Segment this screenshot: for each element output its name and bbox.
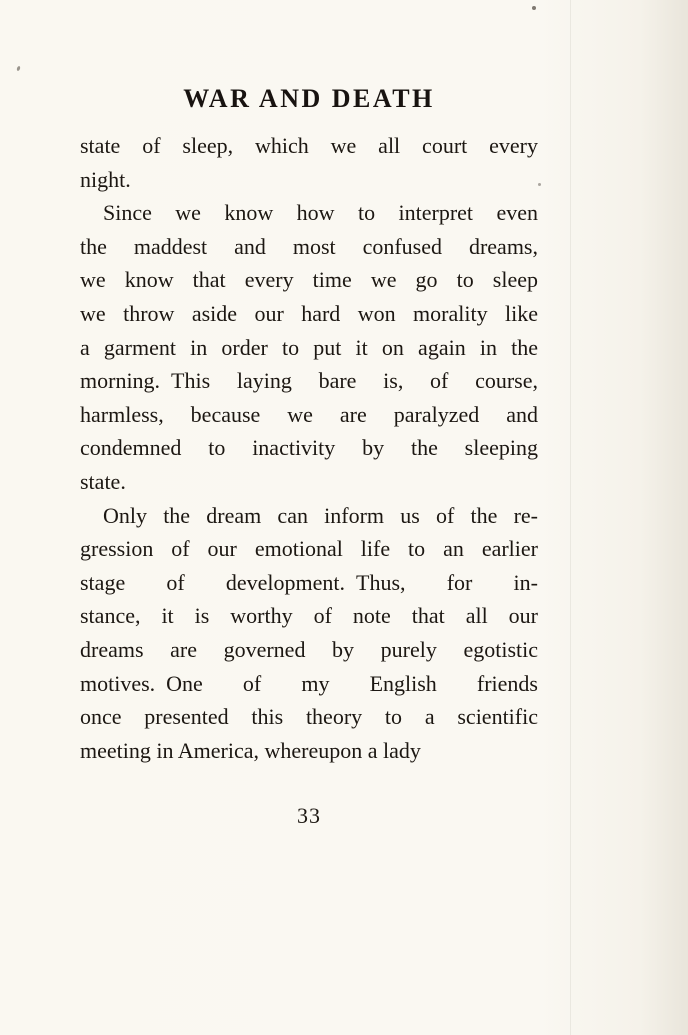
page-header: WAR AND DEATH — [183, 84, 435, 113]
scan-speck — [16, 66, 21, 72]
text-line: state of sleep, which we all court every — [80, 133, 538, 158]
page-number: 33 — [297, 803, 321, 828]
paragraph — [80, 499, 538, 768]
text-line: condemned to inactivity by the sleeping — [80, 435, 538, 461]
paragraph — [80, 196, 538, 498]
text-line: harmless, because we are paralyzed and — [80, 401, 538, 427]
scan-speck — [532, 6, 536, 10]
text-line: Since we know how to interpret even — [103, 200, 538, 226]
text-line: dreams are governed by purely egotistic — [80, 636, 538, 662]
body-text — [80, 129, 538, 767]
text-line: night. — [80, 166, 131, 192]
text-line: meeting in America, whereupon a lady — [80, 737, 421, 763]
text-line: once presented this theory to a scientific — [80, 704, 538, 730]
text-line: stance, it is worthy of note that all our — [80, 603, 538, 629]
text-line: the maddest and most confused dreams, — [80, 233, 538, 259]
text-line: state. — [80, 468, 126, 494]
scan-crease — [570, 0, 571, 1035]
paragraph — [80, 129, 538, 196]
scan-speck — [538, 183, 541, 186]
text-line: we know that every time we go to sleep — [80, 267, 538, 293]
text-line: we throw aside our hard won morality like — [80, 300, 538, 326]
text-line: Only the dream can inform us of the re- — [103, 502, 538, 528]
text-line: morning. This laying bare is, of course, — [80, 368, 538, 394]
text-line: a garment in order to put it on again in the — [80, 334, 538, 360]
text-line: stage of development. Thus, for in- — [80, 569, 538, 595]
text-line: motives. One of my English friends — [80, 670, 538, 696]
text-line: gression of our emotional life to an earlier — [80, 536, 538, 562]
